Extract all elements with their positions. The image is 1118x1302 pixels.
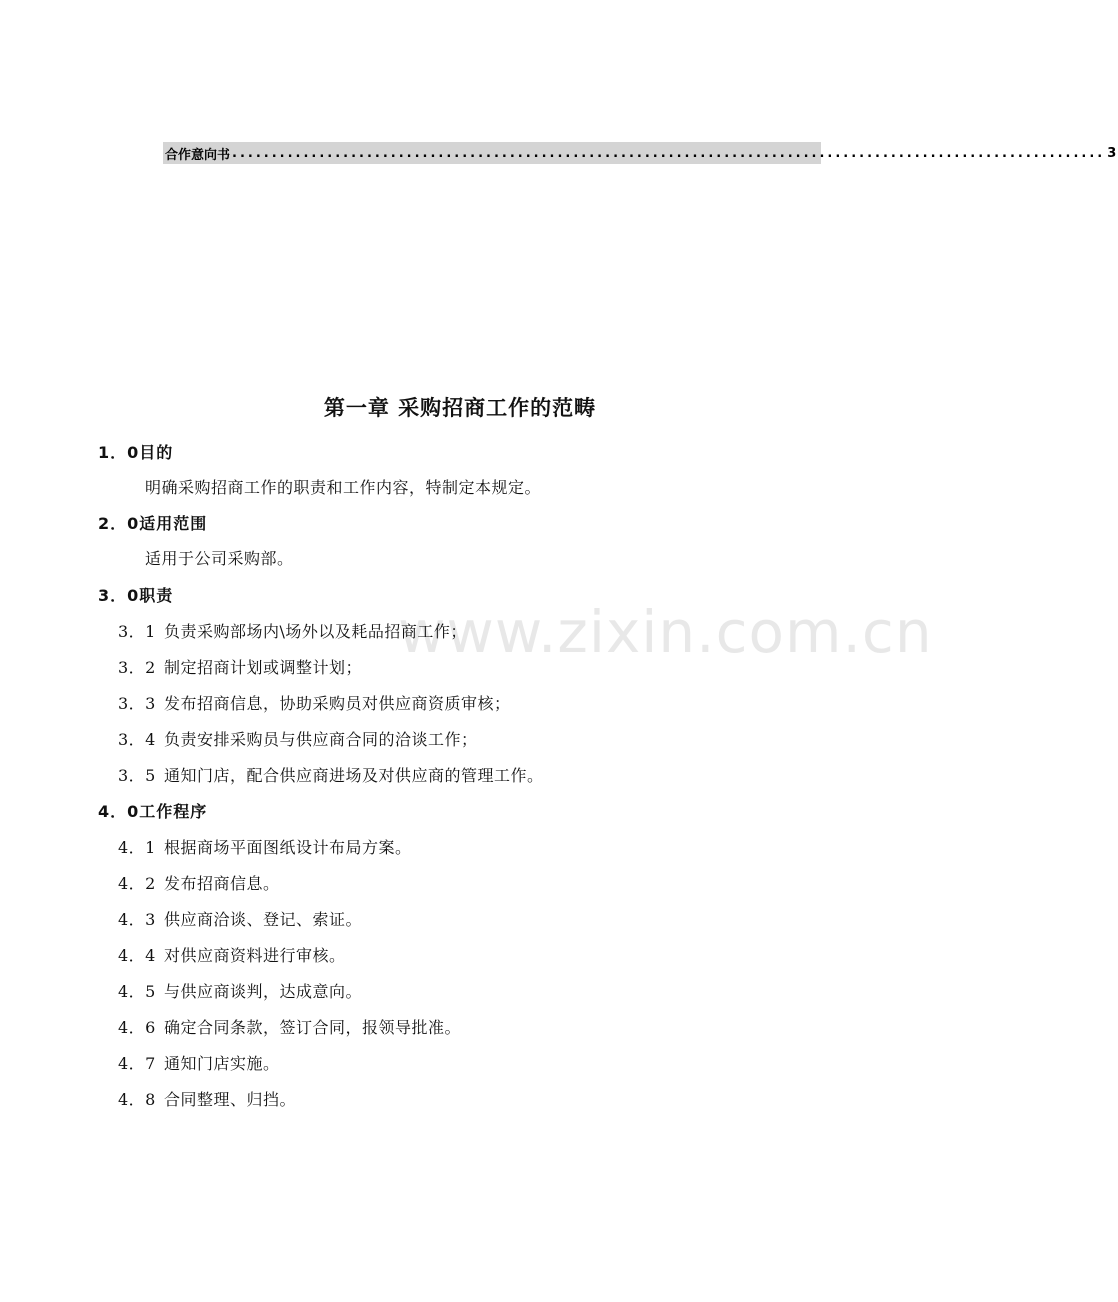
list-item-text: 根据商场平面图纸设计布局方案。 bbox=[164, 838, 412, 857]
list-item bbox=[118, 979, 362, 1002]
toc-dot-leader: .............................................................................................................. bbox=[232, 145, 1106, 161]
list-item-number: 4．3 bbox=[118, 910, 156, 929]
list-item-text: 确定合同条款，签订合同，报领导批准。 bbox=[164, 1018, 462, 1037]
list-item-number: 3．2 bbox=[118, 658, 156, 677]
list-item bbox=[118, 871, 280, 894]
list-item-number: 3．1 bbox=[118, 622, 156, 641]
list-item-text: 负责安排采购员与供应商合同的洽谈工作； bbox=[164, 730, 478, 749]
list-item-text: 负责采购部场内\场外以及耗品招商工作； bbox=[164, 622, 467, 641]
list-item-text: 通知门店，配合供应商进场及对供应商的管理工作。 bbox=[164, 766, 544, 785]
section-text-purpose: 明确采购招商工作的职责和工作内容，特制定本规定。 bbox=[145, 478, 542, 497]
list-item-text: 供应商洽谈、登记、索证。 bbox=[164, 910, 363, 929]
list-item-number: 4．7 bbox=[118, 1054, 156, 1073]
list-item bbox=[118, 1087, 296, 1110]
list-item-number: 3．3 bbox=[118, 694, 156, 713]
list-item bbox=[118, 1015, 461, 1038]
list-item-text: 与供应商谈判，达成意向。 bbox=[164, 982, 363, 1001]
section-heading-purpose: 1．0目的 bbox=[98, 443, 174, 462]
toc-entry-title: 合作意向书 bbox=[165, 147, 231, 163]
section-heading-procedure: 4．0工作程序 bbox=[98, 802, 208, 821]
section-heading-duties: 3．0职责 bbox=[98, 586, 174, 605]
toc-entry[interactable] bbox=[163, 142, 1117, 164]
list-item-number: 4．4 bbox=[118, 946, 156, 965]
list-item bbox=[118, 907, 362, 930]
list-item-text: 合同整理、归挡。 bbox=[164, 1090, 297, 1109]
list-item bbox=[118, 727, 478, 750]
list-item-text: 通知门店实施。 bbox=[164, 1054, 280, 1073]
list-item-text: 制定招商计划或调整计划； bbox=[164, 658, 363, 677]
watermark: www.zixin.com.cn bbox=[398, 598, 933, 666]
list-item bbox=[118, 1051, 280, 1074]
list-item-text: 发布招商信息。 bbox=[164, 874, 280, 893]
section-text-scope: 适用于公司采购部。 bbox=[145, 549, 294, 568]
chapter-title: 第一章 采购招商工作的范畴 bbox=[323, 396, 597, 420]
list-item-number: 4．2 bbox=[118, 874, 156, 893]
list-item bbox=[118, 619, 467, 642]
list-item bbox=[118, 655, 362, 678]
list-item-text: 发布招商信息，协助采购员对供应商资质审核； bbox=[164, 694, 511, 713]
toc-page-number: 3 bbox=[1107, 145, 1117, 161]
list-item-number: 3．5 bbox=[118, 766, 156, 785]
list-item-number: 4．6 bbox=[118, 1018, 156, 1037]
list-item-number: 3．4 bbox=[118, 730, 156, 749]
list-item bbox=[118, 691, 511, 714]
section-heading-scope: 2．0适用范围 bbox=[98, 514, 208, 533]
list-item-number: 4．1 bbox=[118, 838, 156, 857]
list-item bbox=[118, 835, 412, 858]
list-item-text: 对供应商资料进行审核。 bbox=[164, 946, 346, 965]
list-item bbox=[118, 763, 544, 786]
list-item-number: 4．8 bbox=[118, 1090, 156, 1109]
list-item bbox=[118, 943, 346, 966]
list-item-number: 4．5 bbox=[118, 982, 156, 1001]
